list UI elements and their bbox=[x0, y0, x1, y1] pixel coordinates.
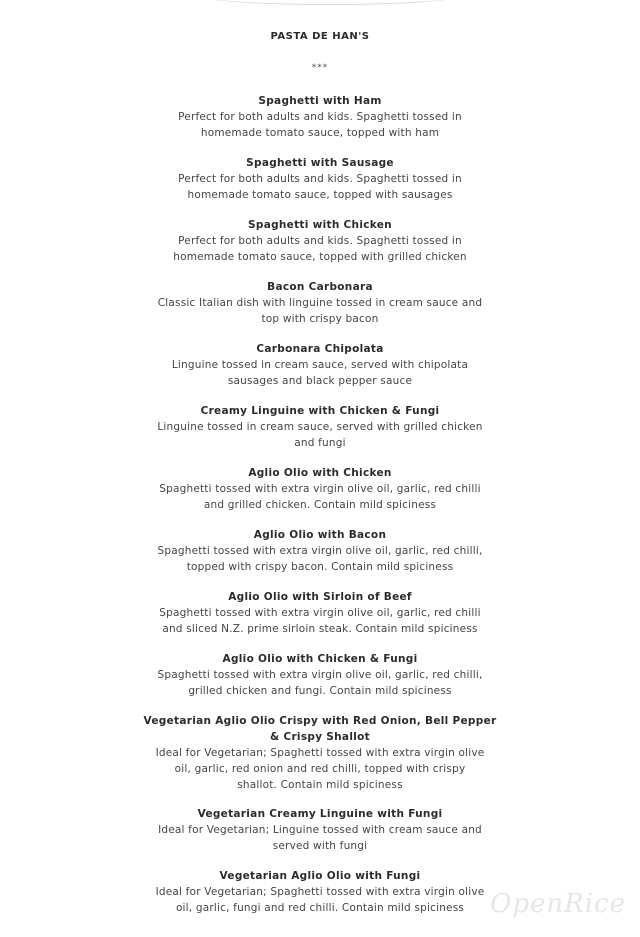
item-description bbox=[100, 822, 540, 854]
item-description-line: Ideal for Vegetarian; Spaghetti tossed with extra virgin olive bbox=[155, 886, 485, 898]
menu-item bbox=[100, 651, 540, 699]
item-description bbox=[100, 233, 540, 265]
item-description-line: topped with crispy bacon. Contain mild spiciness bbox=[186, 561, 454, 573]
menu-item bbox=[100, 465, 540, 513]
item-description-line: grilled chicken and fungi. Contain mild spiciness bbox=[188, 685, 452, 697]
item-name: Bacon Carbonara bbox=[267, 281, 373, 293]
menu-item bbox=[100, 589, 540, 637]
item-description-line: sausages and black pepper sauce bbox=[227, 375, 413, 387]
item-description bbox=[100, 481, 540, 513]
item-description-line: served with fungi bbox=[272, 840, 368, 852]
item-description bbox=[100, 419, 540, 451]
item-name-line: & Crispy Shallot bbox=[270, 731, 370, 743]
menu-item bbox=[100, 155, 540, 203]
item-description-line: Spaghetti tossed with extra virgin olive oil, garlic, red chilli, bbox=[157, 545, 483, 557]
page-edge-decoration bbox=[200, 0, 460, 5]
menu-item bbox=[100, 403, 540, 451]
item-description-line: and grilled chicken. Contain mild spiciness bbox=[203, 499, 437, 511]
item-description-line: Ideal for Vegetarian; Spaghetti tossed with extra virgin olive bbox=[155, 747, 485, 759]
item-description-line: Linguine tossed in cream sauce, served with grilled chicken bbox=[157, 421, 483, 433]
item-description-line: homemade tomato sauce, topped with sausages bbox=[187, 189, 453, 201]
item-description bbox=[100, 745, 540, 793]
item-description-line: homemade tomato sauce, topped with grilled chicken bbox=[173, 251, 467, 263]
item-description-line: and fungi bbox=[294, 437, 346, 449]
item-name: Vegetarian Aglio Olio with Fungi bbox=[219, 870, 421, 882]
menu-item bbox=[100, 341, 540, 389]
item-description bbox=[100, 357, 540, 389]
item-name: Spaghetti with Ham bbox=[258, 95, 382, 107]
item-description bbox=[100, 667, 540, 699]
item-description bbox=[100, 884, 540, 916]
item-description-line: Linguine tossed in cream sauce, served with chipolata bbox=[171, 359, 469, 371]
openrice-watermark: OpenRice bbox=[490, 889, 626, 919]
item-description bbox=[100, 605, 540, 637]
item-description-line: Classic Italian dish with linguine tossed in cream sauce and bbox=[157, 297, 483, 309]
item-name: Aglio Olio with Sirloin of Beef bbox=[228, 591, 412, 603]
item-description bbox=[100, 109, 540, 141]
item-description bbox=[100, 171, 540, 203]
item-description-line: Spaghetti tossed with extra virgin olive oil, garlic, red chilli bbox=[159, 607, 481, 619]
item-description-line: homemade tomato sauce, topped with ham bbox=[200, 127, 440, 139]
menu-item bbox=[100, 217, 540, 265]
menu-item bbox=[100, 93, 540, 141]
item-description-line: shallot. Contain mild spiciness bbox=[237, 779, 403, 791]
menu-item bbox=[100, 806, 540, 854]
menu-item bbox=[100, 527, 540, 575]
item-name: Carbonara Chipolata bbox=[256, 343, 384, 355]
item-description bbox=[100, 295, 540, 327]
menu-divider: *** bbox=[311, 63, 329, 73]
item-name: Aglio Olio with Chicken bbox=[248, 467, 392, 479]
menu-item bbox=[100, 713, 540, 793]
menu-title: PASTA DE HAN'S bbox=[270, 31, 370, 42]
item-name bbox=[100, 713, 540, 745]
item-description-line: Spaghetti tossed with extra virgin olive oil, garlic, red chilli, bbox=[157, 669, 483, 681]
item-description-line: Spaghetti tossed with extra virgin olive oil, garlic, red chilli bbox=[159, 483, 481, 495]
item-description-line: oil, garlic, fungi and red chilli. Contain mild spiciness bbox=[175, 902, 465, 914]
item-description-line: oil, garlic, red onion and red chilli, topped with crispy bbox=[174, 763, 466, 775]
item-name: Aglio Olio with Chicken & Fungi bbox=[222, 653, 418, 665]
item-description-line: Ideal for Vegetarian; Linguine tossed with cream sauce and bbox=[158, 824, 482, 836]
item-name: Vegetarian Creamy Linguine with Fungi bbox=[197, 808, 443, 820]
item-description-line: Perfect for both adults and kids. Spaghetti tossed in bbox=[178, 173, 462, 185]
menu-item bbox=[100, 279, 540, 327]
item-description bbox=[100, 543, 540, 575]
item-description-line: top with crispy bacon bbox=[261, 313, 379, 325]
item-description-line: and sliced N.Z. prime sirloin steak. Contain mild spiciness bbox=[162, 623, 478, 635]
item-name: Creamy Linguine with Chicken & Fungi bbox=[200, 405, 440, 417]
item-name: Aglio Olio with Bacon bbox=[253, 529, 387, 541]
item-description-line: Perfect for both adults and kids. Spaghetti tossed in bbox=[178, 111, 462, 123]
item-name: Spaghetti with Sausage bbox=[246, 157, 394, 169]
item-name: Spaghetti with Chicken bbox=[248, 219, 392, 231]
menu-item bbox=[100, 868, 540, 916]
item-name-line: Vegetarian Aglio Olio Crispy with Red Onion, Bell Pepper bbox=[143, 715, 497, 727]
item-description-line: Perfect for both adults and kids. Spaghetti tossed in bbox=[178, 235, 462, 247]
